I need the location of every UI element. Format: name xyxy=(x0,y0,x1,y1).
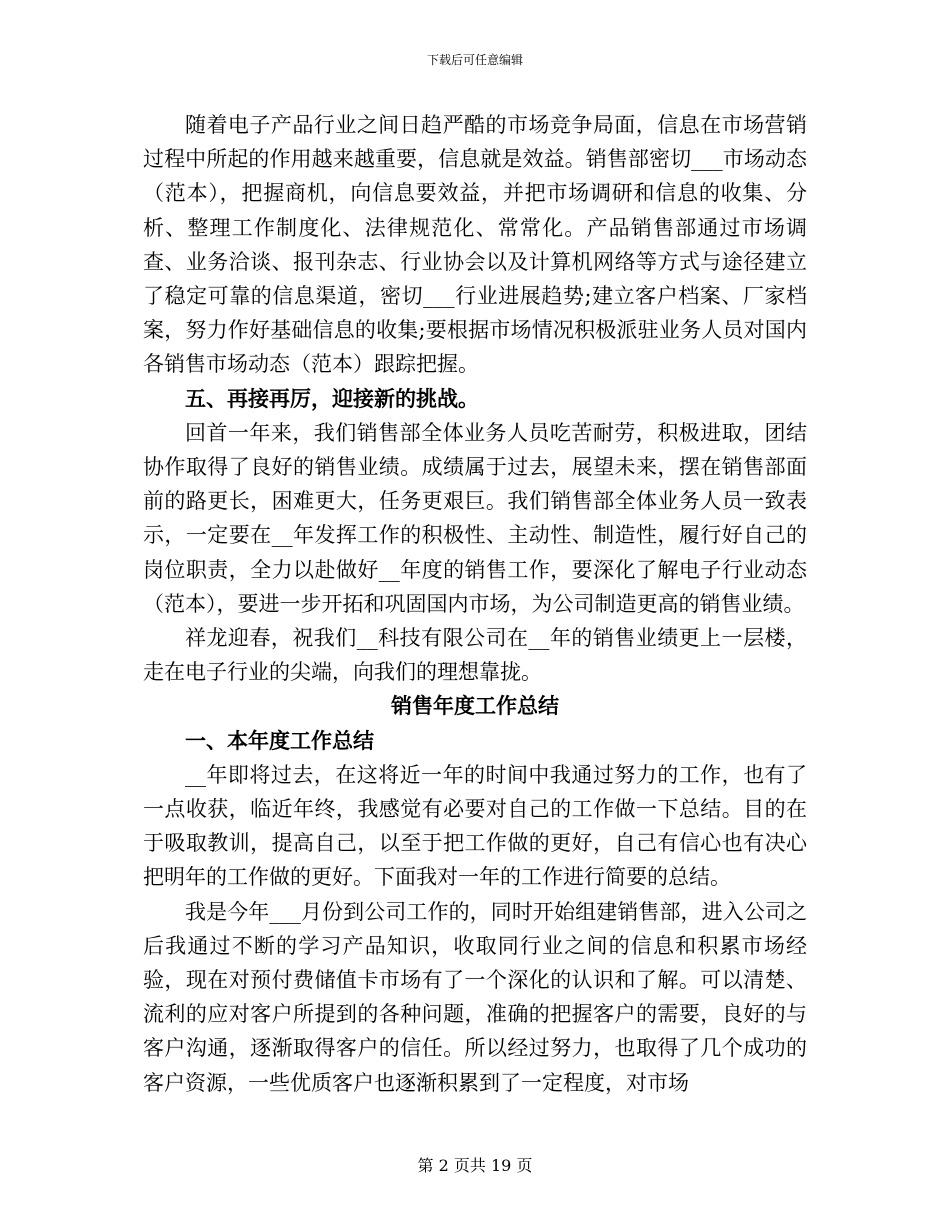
section-heading-1: 一、本年度工作总结 xyxy=(185,727,374,753)
paragraph-market-info: 随着电子产品行业之间日趋严酷的市场竞争局面，信息在市场营销过程中所起的作用越来越重要，信息就是效益。销售部密切___市场动态（范本），把握商机，向信息要效益，并把市场调研和信息的收集、分析、整理工作制度化、法律规范化、常常化。产品销售部通过市场调查、业务洽谈、报刊杂志、行业协会以及计算机网络等方式与途径建立了稳定可靠的信息渠道，密切___行业进展趋势;建立客户档案、厂家档案，努力作好基础信息的收集;要根据市场情况积极派驻业务人员对国内各销售市场动态（范本）跟踪把握。 xyxy=(143,113,807,377)
page-header: 下载后可任意编辑 xyxy=(426,53,523,67)
paragraph-review: 回首一年来，我们销售部全体业务人员吃苦耐劳，积极进取，团结协作取得了良好的销售业绩。成绩属于过去，展望未来，摆在销售部面前的路更长，困难更大，任务更艰巨。我们销售部全体业务人员一致表示，一定要在__年发挥工作的积极性、主动性、制造性，履行好自己的岗位职责，全力以赴做好__年度的销售工作，要深化了解电子行业动态（范本），要进一步开拓和巩固国内市场，为公司制造更高的销售业绩。 xyxy=(143,420,807,616)
paragraph-wishes: 祥龙迎春，祝我们__科技有限公司在__年的销售业绩更上一层楼，走在电子行业的尖端，向我们的理想靠拢。 xyxy=(143,626,807,685)
document-body xyxy=(143,108,807,1100)
page-footer: 第 2 页共 19 页 xyxy=(417,1156,533,1175)
document-title: 销售年度工作总结 xyxy=(391,693,559,719)
paragraph-year-summary: __年即将过去，在这将近一年的时间中我通过努力的工作，也有了一点收获，临近年终，我感觉有必要对自己的工作做一下总结。目的在于吸取教训，提高自己，以至于把工作做的更好，自己有信心也有决心把明年的工作做的更好。下面我对一年的工作进行简要的总结。 xyxy=(143,762,807,890)
paragraph-joining-company: 我是今年___月份到公司工作的，同时开始组建销售部，进入公司之后我通过不断的学习产品知识，收取同行业之间的信息和积累市场经验，现在对预付费储值卡市场有了一个深化的认识和了解。可以清楚、流利的应对客户所提到的各种问题，准确的把握客户的需要，良好的与客户沟通，逐渐取得客户的信任。所以经过努力，也取得了几个成功的客户资源，一些优质客户也逐渐积累到了一定程度，对市场 xyxy=(143,899,807,1095)
section-heading-5: 五、再接再厉，迎接新的挑战。 xyxy=(185,385,479,411)
